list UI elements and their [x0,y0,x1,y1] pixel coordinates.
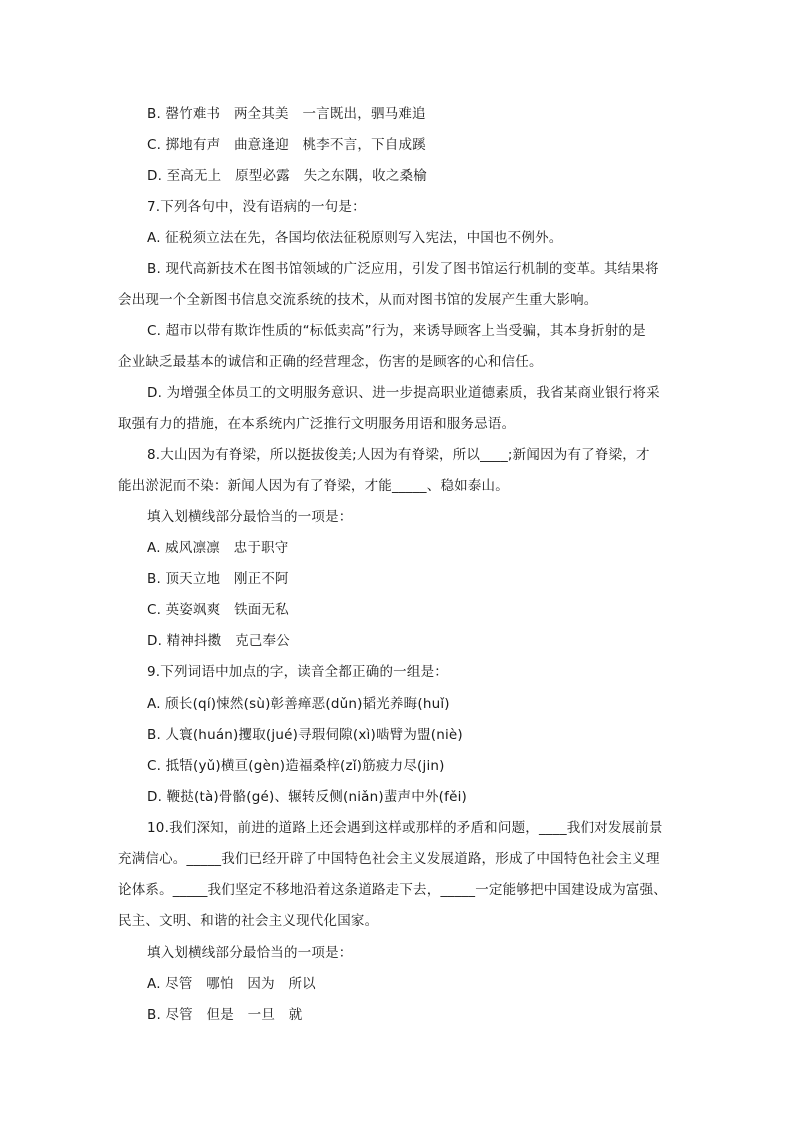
q10-option-b: B. 尽管 但是 一旦 就 [147,1007,303,1023]
q8-option-b: B. 顶天立地 刚正不阿 [147,571,289,587]
q10-stem: 10.我们深知，前进的道路上还会遇到这样或那样的矛盾和问题，____我们对发展前景 [147,820,663,836]
q8-option-a: A. 威风凛凛 忠于职守 [147,540,289,556]
q10-option-a: A. 尽管 哪怕 因为 所以 [147,976,316,992]
q10-stem-cont-1: 充满信心。_____我们已经开辟了中国特色社会主义发展道路，形成了中国特色社会主义理 [118,851,660,867]
q10-stem-cont-2: 论体系。_____我们坚定不移地沿着这条道路走下去，_____一定能够把中国建设成为富强、 [118,882,667,898]
q8-stem: 8.大山因为有脊梁，所以挺拔俊美;人因为有脊梁，所以____;新闻因为有了脊梁，才 [147,447,650,463]
q9-stem: 9.下列词语中加点的字，读音全都正确的一组是： [147,664,448,680]
q6-option-d: D. 至高无上 原型必露 失之东隅，收之桑榆 [147,168,427,184]
q7-option-b-cont: 会出现一个全新图书信息交流系统的技术，从而对图书馆的发展产生重大影响。 [118,292,598,308]
q9-option-b: B. 人寰(huán)攫取(jué)寻瑕伺隙(xì)啮臂为盟(niè) [147,727,463,743]
q10-instruction: 填入划横线部分最恰当的一项是： [147,945,353,961]
q10-stem-cont-3: 民主、文明、和谐的社会主义现代化国家。 [118,913,379,929]
q6-option-c: C. 掷地有声 曲意逢迎 桃李不言，下自成蹊 [147,137,426,153]
q6-option-b: B. 罄竹难书 两全其美 一言既出，驷马难追 [147,106,426,122]
q8-instruction: 填入划横线部分最恰当的一项是： [147,509,353,525]
q7-option-d-cont: 取强有力的措施，在本系统内广泛推行文明服务用语和服务忌语。 [118,416,516,432]
q9-option-d: D. 鞭挞(tà)骨骼(gé)、辗转反侧(niǎn)蜚声中外(fěi) [147,789,467,805]
q8-option-c: C. 英姿飒爽 铁面无私 [147,602,289,618]
q9-option-c: C. 抵牾(yǔ)横亘(gèn)造福桑梓(zǐ)筋疲力尽(jin) [147,758,445,774]
q8-stem-cont: 能出淤泥而不染：新闻人因为有了脊梁，才能_____、稳如泰山。 [118,478,509,494]
q7-option-c: C. 超市以带有欺诈性质的“标低卖高”行为，来诱导顾客上当受骗，其本身折射的是 [147,323,646,339]
q7-stem: 7.下列各句中，没有语病的一句是： [147,199,366,215]
q8-option-d: D. 精神抖擞 克己奉公 [147,633,290,649]
q7-option-d: D. 为增强全体员工的文明服务意识、进一步提高职业道德素质，我省某商业银行将采 [147,385,660,401]
q7-option-c-cont: 企业缺乏最基本的诚信和正确的经营理念，伤害的是顾客的心和信任。 [118,354,543,370]
q9-option-a: A. 颀长(qí)悚然(sù)彰善瘅恶(dǔn)韬光养晦(huǐ) [147,696,450,712]
q7-option-b: B. 现代高新技术在图书馆领域的广泛应用，引发了图书馆运行机制的变革。其结果将 [147,261,659,277]
q7-option-a: A. 征税须立法在先，各国均依法征税原则写入宪法，中国也不例外。 [147,230,563,246]
